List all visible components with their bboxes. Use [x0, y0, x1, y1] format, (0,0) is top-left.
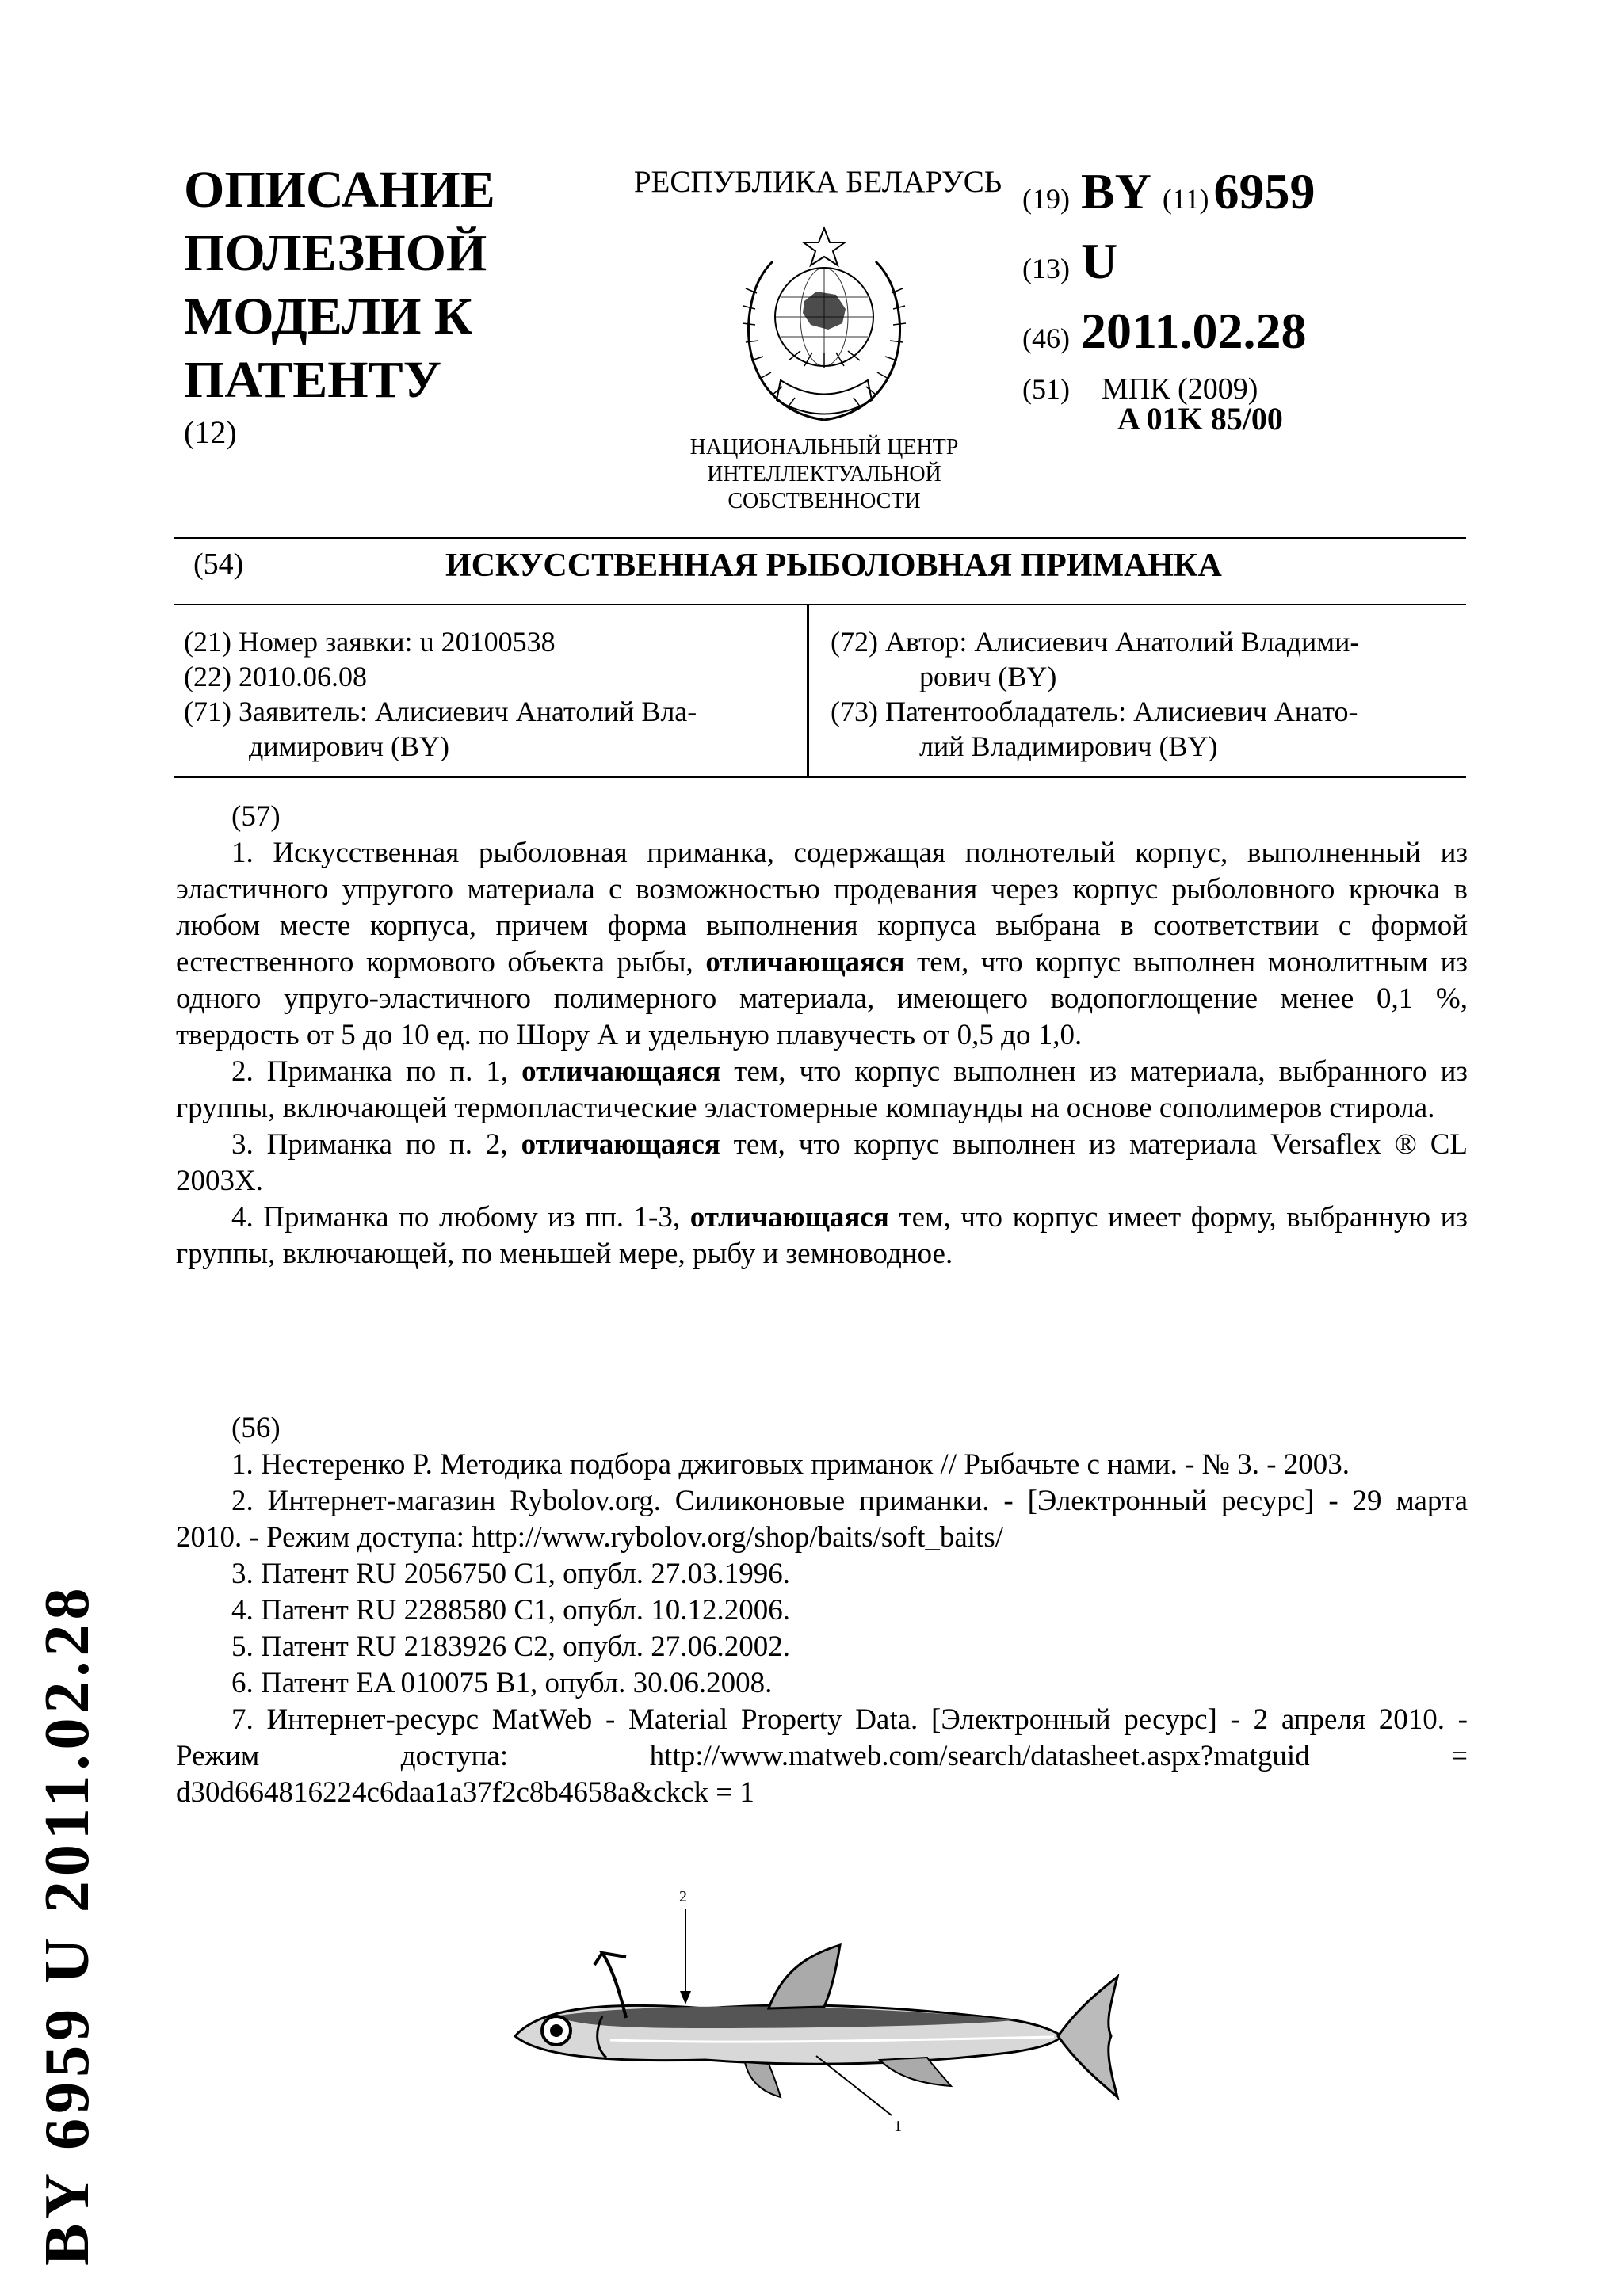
inid-code: (54) — [193, 547, 244, 581]
inid-code: (19) — [1022, 183, 1070, 215]
meta-row-number — [1022, 162, 1466, 221]
reference-item: 6. Патент EA 010075 B1, опубл. 30.06.2008. — [231, 1667, 773, 1699]
bib-line: (73) Патентообладатель: Алисиевич Анато- — [831, 696, 1358, 727]
reference-item: 5. Патент RU 2183926 C2, опубл. 27.06.2002. — [231, 1630, 791, 1663]
reference-item: 4. Патент RU 2288580 C1, опубл. 10.12.2006. — [231, 1594, 791, 1627]
bib-line: (71) Заявитель: Алисиевич Анатолий Вла- — [184, 696, 697, 727]
claim-emphasis: отличающаяся — [521, 1055, 721, 1088]
publication-date: 2011.02.28 — [1080, 303, 1307, 359]
claim-item — [176, 1054, 1468, 1127]
national-center-line: СОБСТВЕННОСТИ — [727, 489, 921, 513]
title-line: ПАТЕНТУ — [184, 351, 442, 409]
side-label: BY 6959 U 2011.02.28 — [32, 1583, 102, 2266]
bib-line: димирович (BY) — [249, 730, 449, 762]
claim-text: 3. Приманка по п. 2, — [231, 1128, 521, 1161]
claim-emphasis: отличающаяся — [705, 946, 905, 978]
divider — [174, 537, 1466, 539]
inid-code: (51) — [1022, 373, 1070, 405]
title-line: ПОЛЕЗНОЙ — [184, 224, 487, 282]
national-center-line: НАЦИОНАЛЬНЫЙ ЦЕНТР — [689, 435, 959, 460]
references-code: (56) — [231, 1412, 281, 1444]
reference-item: 3. Патент RU 2056750 C1, опубл. 27.03.1996. — [231, 1558, 791, 1590]
divider — [174, 776, 1466, 778]
claim-emphasis: отличающаяся — [689, 1201, 889, 1234]
reference-item: 1. Нестеренко Р. Методика подбора джиговых приманок // Рыбачьте с нами. - № 3. - 2003. — [231, 1448, 1350, 1481]
claim-text: 1. Искусственная рыболовная приманка, содержащая полнотелый корпус, выполненный из эластичного упругого материала с возможностью продевания через корпус рыболовного крючка в любом месте корпуса, причем форма выполнения корпуса выбрана в соответствии с формой естественного кормового объекта рыбы, — [176, 837, 1468, 978]
figure-label-hook: 2 — [679, 1888, 687, 1905]
bib-line: рович (BY) — [919, 661, 1057, 692]
bib-line: (72) Автор: Алисиевич Анатолий Владими- — [831, 626, 1360, 658]
national-center-line: ИНТЕЛЛЕКТУАЛЬНОЙ — [707, 462, 941, 486]
claim-item — [176, 1199, 1468, 1272]
invention-name: ИСКУССТВЕННАЯ РЫБОЛОВНАЯ ПРИМАНКА — [445, 547, 1222, 584]
bibliographic-right — [831, 624, 1465, 764]
bib-line: (21) Номер заявки: u 20100538 — [184, 626, 556, 658]
kind-code: U — [1080, 233, 1118, 289]
national-center — [626, 434, 1022, 515]
bibliographic-left — [184, 624, 802, 764]
divider-vertical — [807, 604, 809, 778]
republic-name: РЕСПУБЛИКА БЕЛАРУСЬ — [633, 165, 1002, 199]
claim-text: 2. Приманка по п. 1, — [231, 1055, 522, 1088]
lure-figure — [507, 1890, 1125, 2143]
claim-item — [176, 835, 1468, 1054]
inid-code: (11) — [1162, 183, 1209, 215]
title-line: МОДЕЛИ К — [184, 288, 472, 345]
claims-code: (57) — [231, 800, 281, 833]
country-code: BY — [1080, 163, 1151, 219]
inid-code: (13) — [1022, 253, 1070, 284]
meta-row-date — [1022, 302, 1466, 360]
figure-label-body: 1 — [894, 2118, 902, 2135]
reference-item: 7. Интернет-ресурс MatWeb - Material Property Data. [Электронный ресурс] - 2 апреля 2010. - Режим доступа: http://www.matweb.com/search/datasheet.aspx?matguid = d30d664816224c6daa1a37f2c8b4658a&ckck = 1 — [176, 1703, 1468, 1809]
title-line: ОПИСАНИЕ — [184, 161, 495, 219]
inid-code: (46) — [1022, 322, 1070, 354]
document-kind-code: (12) — [184, 414, 237, 450]
document-title — [184, 158, 596, 452]
ipc-label: МПК (2009) — [1101, 372, 1258, 406]
claim-text: тем, что корпус имеет форму, выбранную из группы, включающей, по меньшей мере, рыбу и земноводное. — [176, 1201, 1468, 1270]
state-emblem-icon — [709, 222, 939, 436]
meta-row-kind — [1022, 232, 1466, 291]
claim-text: тем, что корпус выполнен монолитным из одного упруго-эластичного полимерного материала, имеющего водопоглощение менее 0,1 %, твердость от 5 до 10 ед. по Шору А и удельную плавучесть от 0,5 до 1,0. — [176, 946, 1468, 1051]
claim-text: тем, что корпус выполнен из материала Versaflex ® CL 2003X. — [176, 1128, 1468, 1197]
claim-text: тем, что корпус выполнен из материала, выбранного из группы, включающей термопластические эластомерные компаунды на основе сополимеров стирола. — [176, 1055, 1468, 1124]
claims — [176, 799, 1468, 1272]
reference-item: 2. Интернет-магазин Rybolov.org. Силиконовые приманки. - [Электронный ресурс] - 29 марта 2010. - Режим доступа: http://www.rybolov.org/shop/baits/soft_baits/ — [176, 1485, 1468, 1554]
ipc-class: A 01K 85/00 — [1117, 401, 1283, 437]
divider — [174, 604, 1466, 605]
claim-item — [176, 1127, 1468, 1199]
patent-meta — [1022, 162, 1466, 418]
patent-number: 6959 — [1213, 163, 1316, 219]
claim-text: 4. Приманка по любому из пп. 1-3, — [231, 1201, 690, 1234]
claim-emphasis: отличающаяся — [521, 1128, 720, 1161]
references — [176, 1410, 1468, 1811]
bib-line: (22) 2010.06.08 — [184, 661, 367, 692]
bib-line: лий Владимирович (BY) — [919, 730, 1218, 762]
